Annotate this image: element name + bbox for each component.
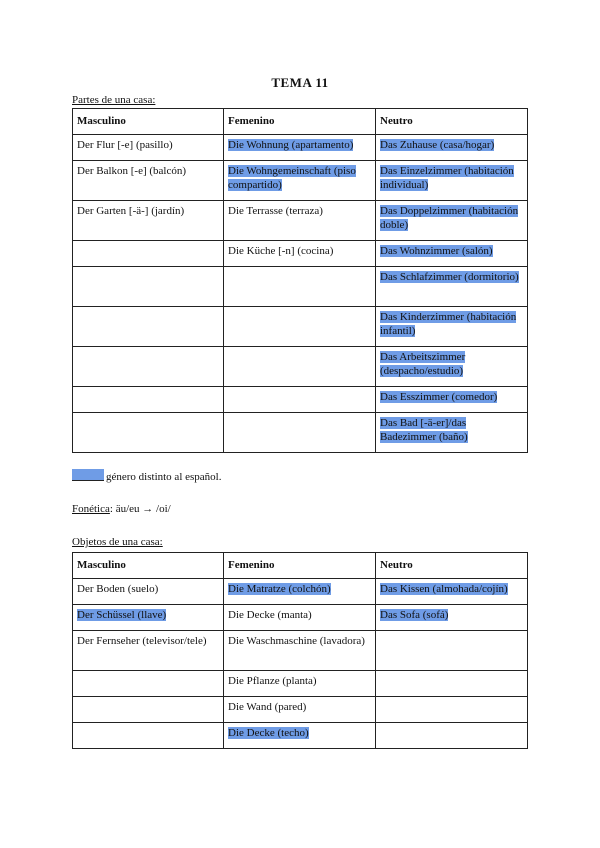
table-cell	[73, 307, 224, 347]
cell-text: Das Arbeitszimmer (despacho/estudio)	[380, 351, 466, 377]
table-cell	[73, 605, 224, 631]
table-cell	[376, 631, 528, 671]
table-row	[73, 605, 528, 631]
section-label-objects: Objetos de una casa:	[72, 536, 163, 548]
table-cell	[224, 347, 376, 387]
table-cell	[376, 697, 528, 723]
table-cell	[224, 413, 376, 453]
cell-text: Der Garten [-ä-] (jardín)	[77, 205, 185, 217]
table-cell	[376, 307, 528, 347]
cell-text: Das Zuhause (casa/hogar)	[380, 139, 495, 151]
col-header-neuter: Neutro	[376, 109, 528, 135]
phonetics-label: Fonética	[72, 503, 110, 515]
table-row	[73, 697, 528, 723]
table-cell	[224, 135, 376, 161]
cell-text: Der Flur [-e] (pasillo)	[77, 139, 173, 151]
table-row	[73, 631, 528, 671]
cell-text: Das Bad [-ä-er]/das Badezimmer (baño)	[380, 417, 468, 443]
table-row	[73, 135, 528, 161]
legend	[72, 469, 221, 483]
col-header-feminine: Femenino	[224, 553, 376, 579]
col-header-masculine: Masculino	[73, 109, 224, 135]
table-cell	[376, 723, 528, 749]
table-cell	[73, 413, 224, 453]
table-cell	[224, 671, 376, 697]
table-cell	[224, 631, 376, 671]
legend-text: género distinto al español.	[106, 471, 222, 483]
table-cell	[224, 161, 376, 201]
table-cell	[73, 347, 224, 387]
table-cell	[224, 723, 376, 749]
cell-text: Die Wohngemeinschaft (piso compartido)	[228, 165, 356, 191]
table-cell	[224, 697, 376, 723]
legend-swatch	[72, 469, 104, 481]
page-title: TEMA 11	[271, 75, 329, 90]
table-row	[73, 161, 528, 201]
cell-text: Das Kinderzimmer (habitación infantil)	[380, 311, 517, 337]
table-cell	[376, 605, 528, 631]
rooms-table	[72, 108, 528, 453]
table-cell	[376, 387, 528, 413]
table-row	[73, 347, 528, 387]
cell-text: Der Balkon [-e] (balcón)	[77, 165, 187, 177]
table-row	[73, 241, 528, 267]
table-cell	[224, 307, 376, 347]
table-cell	[224, 201, 376, 241]
table-cell	[73, 631, 224, 671]
table-cell	[376, 347, 528, 387]
col-header-feminine: Femenino	[224, 109, 376, 135]
table-cell	[224, 387, 376, 413]
cell-text: Das Kissen (almohada/cojín)	[380, 583, 508, 595]
col-header-masculine: Masculino	[73, 553, 224, 579]
table-cell	[376, 671, 528, 697]
phonetics-text: : äu/eu → /oi/	[109, 503, 171, 515]
table-cell	[73, 723, 224, 749]
table-cell	[73, 201, 224, 241]
table-cell	[376, 579, 528, 605]
cell-text: Die Matratze (colchón)	[228, 583, 331, 595]
cell-text: Der Schüssel (llave)	[77, 609, 167, 621]
table-row	[73, 201, 528, 241]
table-row	[73, 579, 528, 605]
table-cell	[73, 135, 224, 161]
table-row	[73, 387, 528, 413]
table-cell	[224, 579, 376, 605]
table-cell	[73, 579, 224, 605]
table-cell	[224, 241, 376, 267]
table-cell	[376, 413, 528, 453]
section-label-parts: Partes de una casa:	[72, 94, 156, 106]
table-row	[73, 671, 528, 697]
table-cell	[224, 267, 376, 307]
col-header-neuter: Neutro	[376, 553, 528, 579]
cell-text: Das Doppelzimmer (habitación doble)	[380, 205, 519, 231]
objects-table	[72, 552, 528, 749]
table-row	[73, 413, 528, 453]
cell-text: Der Boden (suelo)	[77, 583, 159, 595]
cell-text: Die Terrasse (terraza)	[228, 205, 323, 217]
cell-text: Das Wohnzimmer (salón)	[380, 245, 493, 257]
cell-text: Die Wohnung (apartamento)	[228, 139, 354, 151]
table-cell	[73, 697, 224, 723]
cell-text: Die Decke (techo)	[228, 727, 309, 739]
cell-text: Die Waschmaschine (lavadora)	[228, 635, 365, 647]
table-cell	[376, 241, 528, 267]
table-cell	[73, 671, 224, 697]
cell-text: Das Schlafzimmer (dormitorio)	[380, 271, 519, 283]
cell-text: Die Küche [-n] (cocina)	[228, 245, 334, 257]
table-cell	[73, 267, 224, 307]
table-row	[73, 723, 528, 749]
cell-text: Der Fernseher (televisor/tele)	[77, 635, 207, 647]
table-cell	[376, 135, 528, 161]
table-cell	[224, 605, 376, 631]
table-cell	[376, 161, 528, 201]
table-cell	[376, 267, 528, 307]
cell-text: Die Wand (pared)	[228, 701, 307, 713]
cell-text: Das Sofa (sofá)	[380, 609, 449, 621]
cell-text: Das Einzelzimmer (habitación individual)	[380, 165, 514, 191]
table-cell	[73, 387, 224, 413]
table-row	[73, 267, 528, 307]
table-cell	[376, 201, 528, 241]
cell-text: Das Esszimmer (comedor)	[380, 391, 498, 403]
cell-text: Die Decke (manta)	[228, 609, 312, 621]
cell-text: Die Pflanze (planta)	[228, 675, 317, 687]
table-row	[73, 307, 528, 347]
table-cell	[73, 161, 224, 201]
phonetics-note	[72, 503, 171, 515]
table-cell	[73, 241, 224, 267]
